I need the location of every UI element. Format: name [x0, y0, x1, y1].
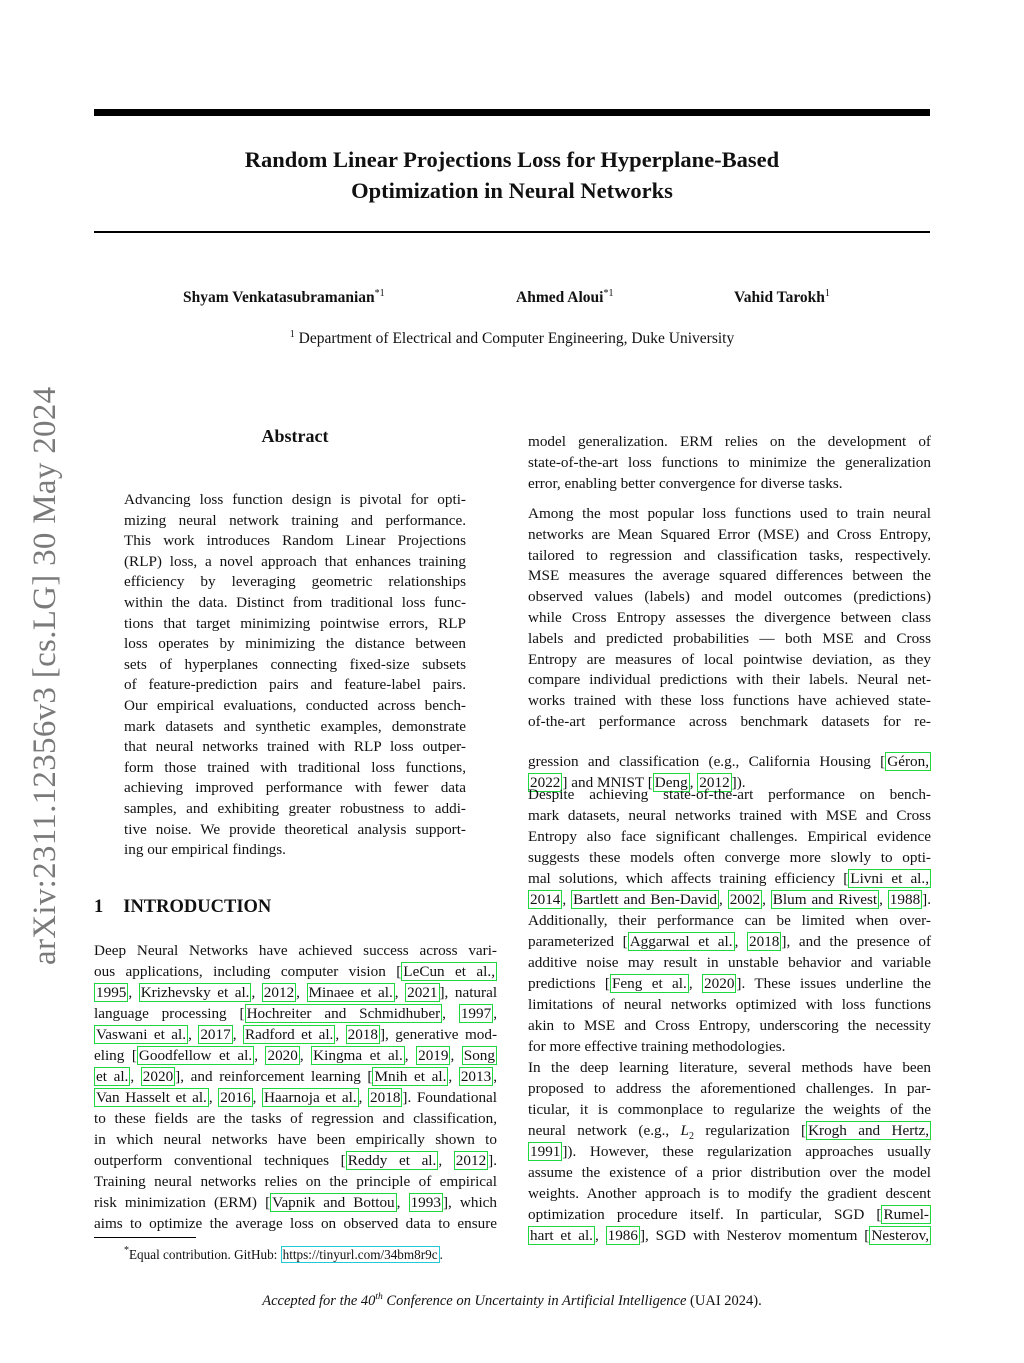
text-line: additive noise may result in unstable behavior and variable	[528, 954, 931, 971]
text-line: in which neural networks have been empirically shown to	[94, 1131, 497, 1148]
math-l2: $L_2$	[680, 1122, 694, 1143]
citation-link[interactable]: Blum and Rivest	[772, 891, 878, 908]
text-line: to these fields are the tasks of regression and classification,	[94, 1110, 497, 1127]
text-line: efficiency by leveraging geometric relationships	[124, 573, 466, 591]
citation-link[interactable]: Vaswani et al.	[96, 1026, 187, 1043]
text-line: Additionally, their performance can be limited when over-	[528, 912, 931, 929]
text-line: weights. Another approach is to modify the gradient descent	[528, 1185, 931, 1202]
text-line: compare individual predictions with their labels. Neural net-	[528, 671, 931, 689]
paper-title	[94, 144, 930, 206]
text-line: within the data. Distinct from traditional loss func-	[124, 594, 466, 611]
text-line: 2014 , Bartlett and Ben-David , 2002 , Blum and Rivest , 1988 ].	[530, 891, 932, 908]
citation-link[interactable]: 2021	[407, 984, 438, 1001]
text-line: gression and classification (e.g., California Housing [ Géron,	[528, 753, 929, 770]
citation-link[interactable]: 2013	[460, 1068, 492, 1085]
text-line: Van Hasselt et al. , 2016 , Haarnoja et al. , 2018 ]. Foundational	[96, 1089, 498, 1106]
citation-link[interactable]: 2012	[455, 1152, 487, 1169]
text-line: ous applications, including computer vision [ LeCun et al.,	[94, 963, 495, 980]
text-line: that neural networks trained with RLP loss outper-	[124, 738, 466, 756]
text-line: In the deep learning literature, several methods have been	[528, 1059, 931, 1076]
citation-link[interactable]: 2018	[370, 1089, 401, 1106]
citation-link[interactable]: Haarnoja et al.	[264, 1089, 357, 1106]
citation-link[interactable]: Van Hasselt et al.	[96, 1089, 207, 1106]
text-line: predictions [ Feng et al. , 2020 ]. These issues underline the	[528, 975, 932, 992]
text-line: mal solutions, which affects training efficiency [ Livni et al.,	[528, 870, 929, 887]
citation-link[interactable]: Mnih et al.	[374, 1068, 447, 1085]
citation-link[interactable]: 1986	[607, 1227, 638, 1244]
citation-link[interactable]: 1991	[530, 1143, 561, 1160]
citation-link[interactable]: Géron,	[887, 753, 929, 770]
citation-link[interactable]: Vapnik and Bottou	[272, 1194, 395, 1211]
text-line: ticular, it is commonplace to regularize the weights of the	[528, 1101, 931, 1118]
text-line: Our empirical evaluations, conducted across bench-	[124, 697, 466, 714]
venue-italic: Accepted for the 40th Conference on Uncertainty in Artificial Intelligence	[262, 1292, 687, 1309]
text-line: model generalization. ERM relies on the development of	[528, 433, 931, 450]
citation-link[interactable]: LeCun et al.,	[403, 963, 495, 980]
text-line: (RLP) loss, a novel approach that enhances training	[124, 552, 466, 570]
text-line: Entropy are measures of local pointwise deviation, as they	[528, 650, 931, 668]
text-line: mizing neural network training and performance.	[124, 511, 466, 529]
citation-link[interactable]: 2016	[220, 1089, 251, 1106]
citation-link[interactable]: 2020	[704, 975, 735, 992]
text-line: proposed to address the aforementioned challenges. In par-	[528, 1080, 931, 1097]
text-line: outperform conventional techniques [ Reddy et al. , 2012 ].	[94, 1152, 498, 1169]
citation-link[interactable]: Deng	[654, 774, 688, 791]
citation-link[interactable]: Bartlett and Ben-David	[573, 891, 717, 908]
citation-link[interactable]: 2014	[530, 891, 561, 908]
text-line: ing our empirical findings.	[124, 841, 286, 859]
citation-link[interactable]: 2020	[267, 1047, 298, 1064]
text-line: Vaswani et al. , 2017 , Radford et al. , 2018 ], generative mod-	[96, 1026, 498, 1043]
citation-link[interactable]: hart et al.	[530, 1227, 593, 1244]
text-line: eling [ Goodfellow et al. , 2020 , Kingma et al. , 2019 , Song	[94, 1047, 495, 1064]
citation-link[interactable]: et al.	[96, 1068, 129, 1085]
text-line: parameterized [ Aggarwal et al. , 2018 ], and the presence of	[528, 933, 932, 950]
citation-link[interactable]: Nesterov,	[871, 1227, 929, 1244]
text-line: MSE measures the average squared differences between the	[528, 567, 931, 585]
text-line: networks are Mean Squared Error (MSE) and Cross Entropy,	[528, 525, 931, 543]
text-line: tailored to regression and classification tasks, respectively.	[528, 546, 931, 564]
text-line: limitations of neural networks optimized with loss functions	[528, 996, 931, 1013]
text-line: aims to optimize the average loss on observed data to ensure	[94, 1215, 497, 1232]
text-line: samples, and exhibiting greater robustness to addi-	[124, 800, 466, 817]
text-line: tions that target minimizing pointwise errors, RLP	[124, 614, 466, 632]
citation-link[interactable]: Kingma et al.	[313, 1047, 403, 1064]
text-line: Despite achieving state-of-the-art performance on bench-	[528, 786, 931, 803]
footnote: *Equal contribution. GitHub: https://tinyurl.com/34bm8r9c .	[124, 1245, 443, 1262]
citation-link[interactable]: 1993	[410, 1194, 441, 1211]
text-line: labels and predicted probabilities — both MSE and Cross	[528, 629, 931, 647]
text-line: for more effective training methodologies.	[528, 1038, 786, 1055]
text-line: 1995 , Krizhevsky et al. , 2012 , Minaee et al. , 2021 ], natural	[96, 984, 498, 1001]
citation-link[interactable]: Radford et al.	[244, 1026, 334, 1043]
text-line: 1991 ]). However, these regularization approaches usually	[530, 1143, 931, 1160]
title-rule	[94, 231, 930, 233]
text-line: sets of hyperplanes connecting fixed-size subsets	[124, 655, 466, 673]
title-line-2: Optimization in Neural Networks	[351, 178, 673, 203]
citation-link[interactable]: 2018	[347, 1026, 378, 1043]
author-1: Shyam Venkatasubramanian$^{*1}$	[183, 288, 385, 306]
citation-link[interactable]: 1988	[889, 891, 921, 908]
section-heading-introduction: 1 INTRODUCTION	[94, 897, 272, 917]
text-line: mark datasets and synthetic examples, demonstrate	[124, 717, 466, 735]
top-rule	[94, 109, 930, 116]
author-3: Vahid Tarokh$^1$	[734, 288, 830, 306]
author-2: Ahmed Aloui$^{*1}$	[516, 288, 614, 306]
citation-link[interactable]: Hochreiter and Schmidhuber	[246, 1005, 441, 1022]
text-line: neural network (e.g., $L_2$ regularization [ Krogh and Hertz,	[528, 1122, 930, 1143]
title-line-1: Random Linear Projections Loss for Hyperplane-Based	[244, 147, 780, 172]
text-line: mark datasets, neural networks trained with MSE and Cross	[528, 807, 931, 824]
citation-link[interactable]: 2022	[530, 774, 561, 791]
text-line: Among the most popular loss functions used to train neural	[528, 505, 931, 522]
text-line: optimization procedure itself. In particular, SGD [ Rumel-	[528, 1206, 929, 1223]
text-line: 2022 ] and MNIST [ Deng , 2012 ]).	[530, 774, 746, 791]
text-line: language processing [ Hochreiter and Schmidhuber , 1997 ,	[94, 1005, 497, 1022]
citation-link[interactable]: Minaee et al.	[308, 984, 393, 1001]
text-line: observed values (labels) and model outcomes (predictions)	[528, 588, 931, 606]
text-line: Deep Neural Networks have achieved success across vari-	[94, 942, 497, 959]
citation-link[interactable]: 2012	[699, 774, 730, 791]
citation-link[interactable]: 1997	[460, 1005, 492, 1022]
text-line: et al. , 2020 ], and reinforcement learning [ Mnih et al. , 2013 ,	[96, 1068, 497, 1085]
text-line: assume the existence of a prior distribution over the model	[528, 1164, 931, 1181]
text-line: error, enabling better convergence for diverse tasks.	[528, 475, 843, 492]
text-line: Advancing loss function design is pivotal for opti-	[124, 491, 466, 508]
text-line: This work introduces Random Linear Projections	[124, 532, 466, 550]
text-line: Training neural networks relies on the principle of empirical	[94, 1173, 497, 1190]
text-line: loss operates by minimizing the distance between	[124, 635, 466, 653]
text-line: of-the-art performance across benchmark datasets for re-	[528, 713, 931, 730]
text-line: of feature-prediction pairs and feature-label pairs.	[124, 676, 466, 694]
citation-link[interactable]: Goodfellow et al.	[138, 1047, 253, 1064]
affiliation: $^1$ Department of Electrical and Computer Engineering, Duke University	[289, 329, 735, 347]
text-line: hart et al. , 1986 ], SGD with Nesterov momentum [ Nesterov,	[530, 1227, 929, 1244]
abstract-title: Abstract	[261, 426, 329, 446]
footnote-rule	[94, 1237, 196, 1238]
text-line: akin to MSE and Cross Entropy, underscoring the necessity	[528, 1017, 931, 1034]
citation-link[interactable]: Reddy et al.	[347, 1152, 437, 1169]
citation-link[interactable]: 2002	[729, 891, 761, 908]
citation-link[interactable]: 2017	[200, 1026, 231, 1043]
citation-link[interactable]: Feng et al.	[611, 975, 687, 992]
citation-link[interactable]: Rumel-	[883, 1206, 929, 1223]
text-line: tive noise. We provide theoretical analysis support-	[124, 820, 466, 838]
citation-link[interactable]: 2020	[142, 1068, 174, 1085]
citation-link[interactable]: 1995	[96, 984, 127, 1001]
citation-link[interactable]: Aggarwal et al.	[629, 933, 733, 950]
text-line: works trained with these loss functions have achieved state-	[528, 692, 931, 710]
citation-link[interactable]: Krizhevsky et al.	[140, 984, 250, 1001]
venue-note: Accepted for the 40th Conference on Uncertainty in Artificial Intelligence (UAI 2024).	[262, 1292, 762, 1309]
text-line: Entropy also face significant challenges. Empirical evidence	[528, 828, 931, 845]
citation-link[interactable]: Song	[463, 1047, 495, 1064]
citation-link[interactable]: 2019	[418, 1047, 449, 1064]
text-line: risk minimization (ERM) [ Vapnik and Bottou , 1993 ], which	[94, 1194, 498, 1211]
text-line: form those trained with traditional loss functions,	[124, 758, 466, 776]
arxiv-stamp: arXiv:2311.12356v3 [cs.LG] 30 May 2024	[27, 386, 63, 965]
text-line: achieving improved performance with fewer data	[124, 779, 466, 797]
citation-link[interactable]: Krogh and Hertz,	[808, 1122, 930, 1139]
citation-link[interactable]: Livni et al.,	[850, 870, 929, 887]
text-line: while Cross Entropy assesses the divergence between class	[528, 609, 931, 626]
citation-link[interactable]: 2012	[263, 984, 295, 1001]
github-link[interactable]: https://tinyurl.com/34bm8r9c	[282, 1247, 438, 1262]
text-line: suggests these models often converge more slowly to opti-	[528, 849, 931, 866]
text-line: state-of-the-art loss functions to minimize the generalization	[528, 454, 931, 471]
citation-link[interactable]: 2018	[749, 933, 780, 950]
